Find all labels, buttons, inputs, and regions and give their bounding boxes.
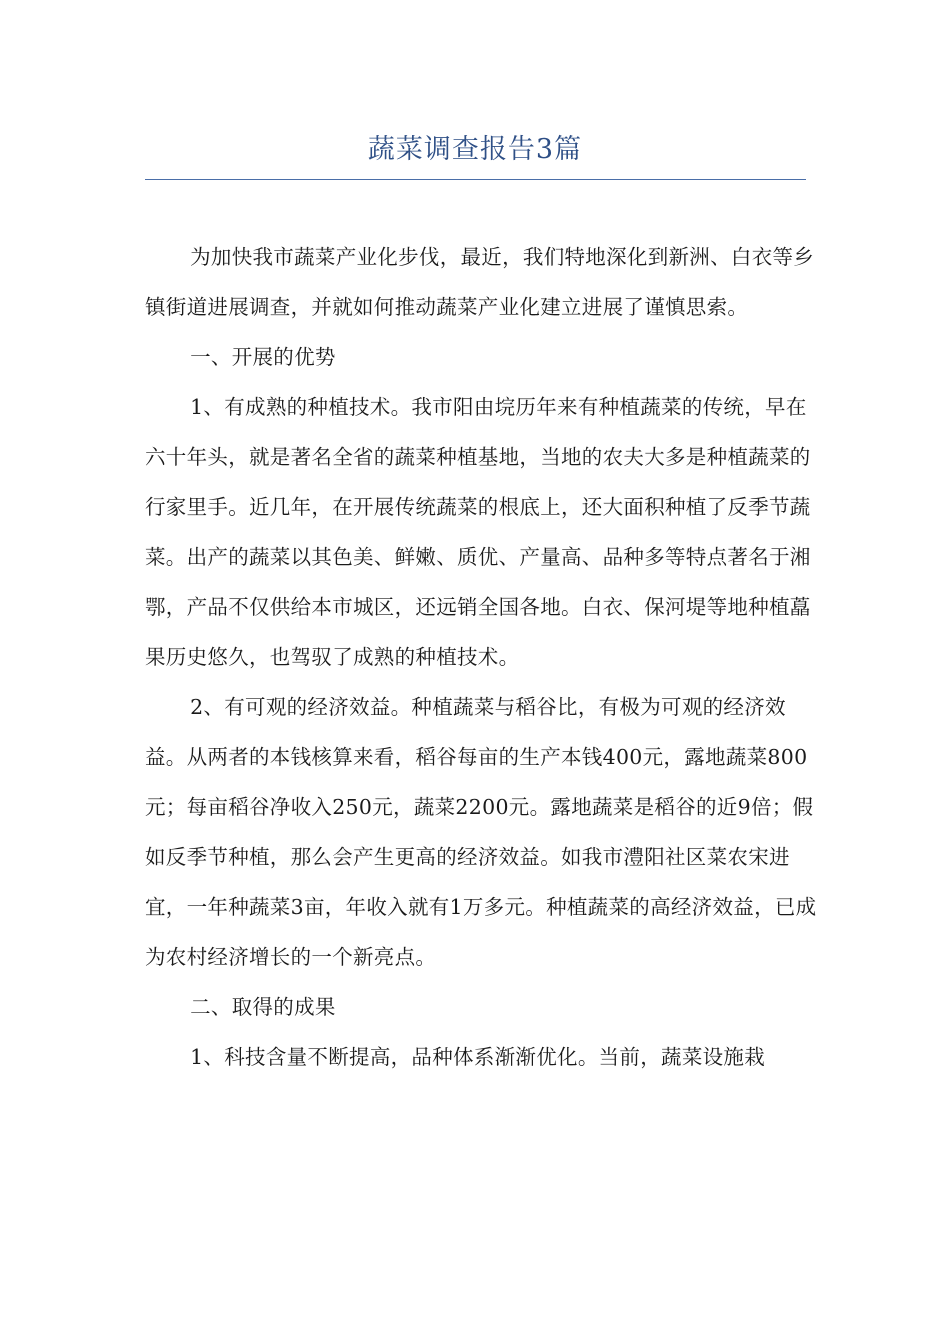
- document-body: [145, 232, 825, 1082]
- intro-paragraph: 为加快我市蔬菜产业化步伐，最近，我们特地深化到新洲、白衣等乡镇街道进展调查，并就如何推动蔬菜产业化建立进展了谨慎思索。: [145, 245, 815, 319]
- section-heading-advantages: 一、开展的优势: [190, 345, 336, 369]
- title-underline: [145, 179, 806, 180]
- paragraph-technology: 1、有成熟的种植技术。我市阳由垸历年来有种植蔬菜的传统，早在六十年头，就是著名全省的蔬菜种植基地，当地的农夫大多是种植蔬菜的行家里手。近几年，在开展传统蔬菜的根底上，还大面积种植了反季节蔬菜。出产的蔬菜以其色美、鲜嫩、质优、产量高、品种多等特点著名于湘鄂，产品不仅供给本市城区，还远销全国各地。白衣、保河堤等地种植藠果历史悠久，也驾驭了成熟的种植技术。: [145, 395, 811, 669]
- paragraph-science-tech: 1、科技含量不断提高，品种体系渐渐优化。当前，蔬菜设施栽: [190, 1045, 766, 1069]
- section-heading-achievements: 二、取得的成果: [190, 995, 336, 1019]
- paragraph-economic-benefit: 2、有可观的经济效益。种植蔬菜与稻谷比，有极为可观的经济效益。从两者的本钱核算来看，稻谷每亩的生产本钱400元，露地蔬菜800元；每亩稻谷净收入250元，蔬菜2200元。露地蔬菜是稻谷的近9倍；假如反季节种植，那么会产生更高的经济效益。如我市澧阳社区菜农宋进宜，一年种蔬菜3亩，年收入就有1万多元。种植蔬菜的高经济效益，已成为农村经济增长的一个新亮点。: [145, 695, 817, 969]
- document-title: 蔬菜调查报告3篇: [367, 134, 583, 165]
